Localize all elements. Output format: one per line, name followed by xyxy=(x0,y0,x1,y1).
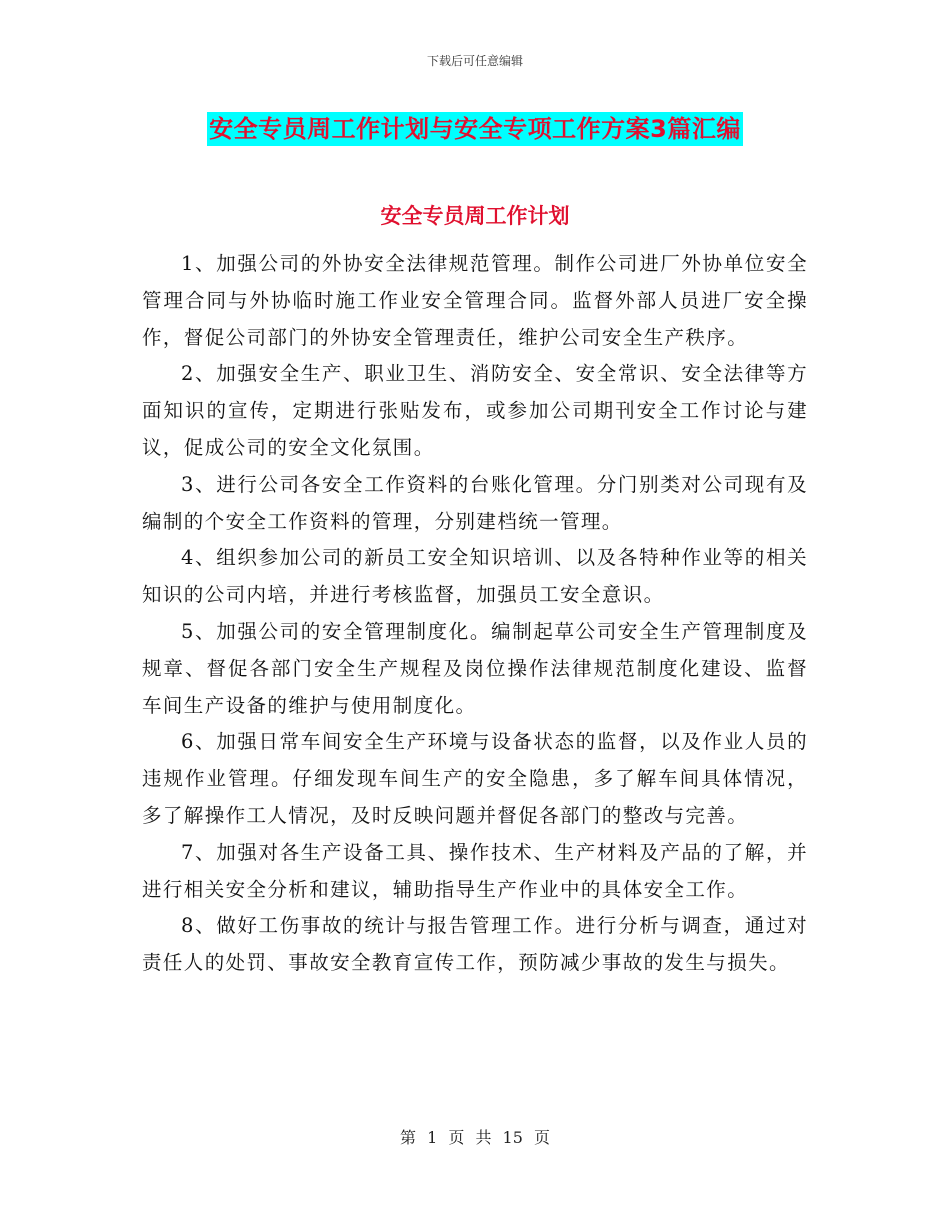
paragraph-6: 6、加强日常车间安全生产环境与设备状态的监督，以及作业人员的违规作业管理。仔细发现车间生产的安全隐患，多了解车间具体情况，多了解操作工人情况，及时反映问题并督促各部门的整改与完善。 xyxy=(142,730,808,827)
page-number: 第 1 页 共 15 页 xyxy=(400,1128,550,1147)
paragraph-3: 3、进行公司各安全工作资料的台账化管理。分门别类对公司现有及编制的个安全工作资料的管理，分别建档统一管理。 xyxy=(142,472,808,533)
paragraph-5: 5、加强公司的安全管理制度化。编制起草公司安全生产管理制度及规章、督促各部门安全生产规程及岗位操作法律规范制度化建设、监督车间生产设备的维护与使用制度化。 xyxy=(142,619,808,717)
document-title: 安全专员周工作计划与安全专项工作方案3篇汇编 xyxy=(207,112,743,146)
paragraph-4: 4、组织参加公司的新员工安全知识培训、以及各特种作业等的相关知识的公司内培，并进行考核监督，加强员工安全意识。 xyxy=(142,546,808,607)
paragraph-1: 1、加强公司的外协安全法律规范管理。制作公司进厂外协单位安全管理合同与外协临时施工作业安全管理合同。监督外部人员进厂安全操作，督促公司部门的外协安全管理责任，维护公司安全生产秩序。 xyxy=(142,252,808,349)
page-header-note: 下载后可任意编辑 xyxy=(426,54,523,68)
document-body xyxy=(142,246,808,982)
document-title-wrapper xyxy=(0,112,950,146)
paragraph-2: 2、加强安全生产、职业卫生、消防安全、安全常识、安全法律等方面知识的宣传，定期进行张贴发布，或参加公司期刊安全工作讨论与建议，促成公司的安全文化氛围。 xyxy=(142,362,808,459)
paragraph-8: 8、做好工伤事故的统计与报告管理工作。进行分析与调查，通过对责任人的处罚、事故安全教育宣传工作，预防减少事故的发生与损失。 xyxy=(142,914,808,975)
section-title: 安全专员周工作计划 xyxy=(380,204,570,228)
paragraph-7: 7、加强对各生产设备工具、操作技术、生产材料及产品的了解，并进行相关安全分析和建议，辅助指导生产作业中的具体安全工作。 xyxy=(142,840,808,901)
